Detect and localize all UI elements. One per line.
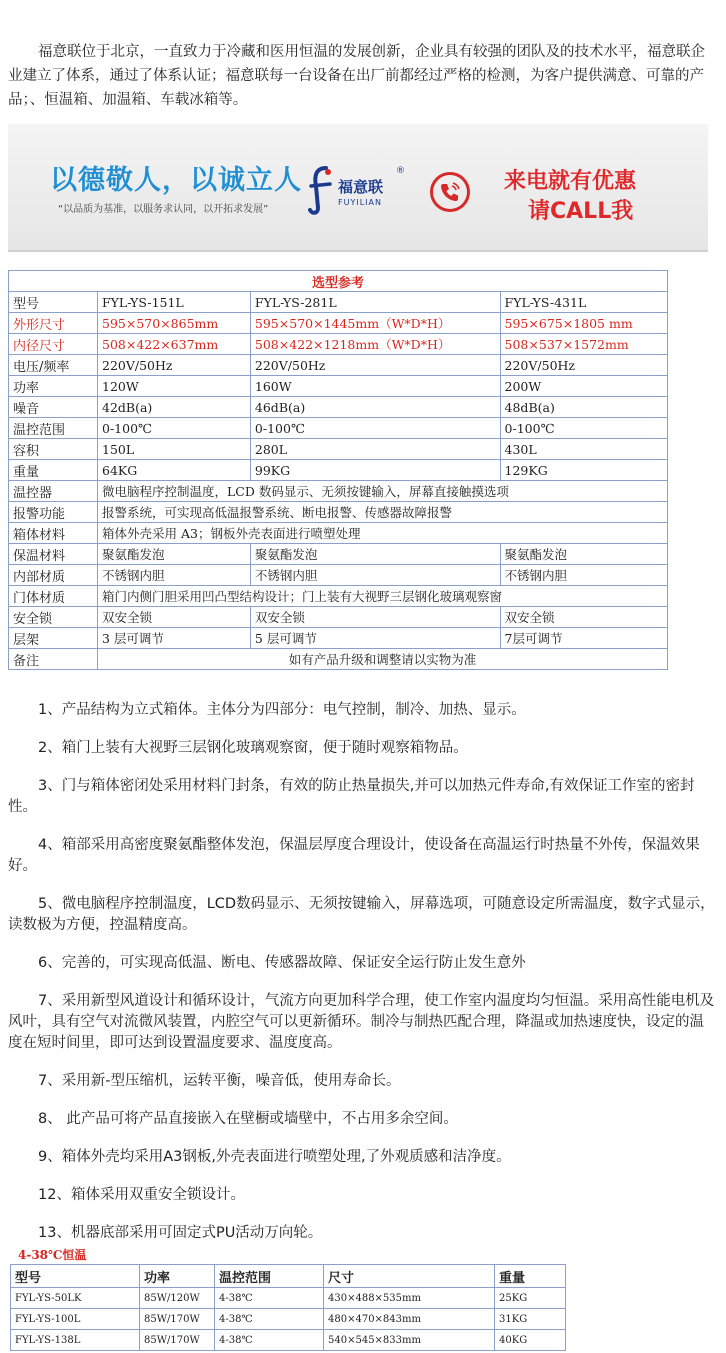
feature-item: 7、采用新型风道设计和循环设计，气流方向更加科学合理，使工作室内温度均匀恒温。采用高性能电机及风叶，具有空气对流微风装置，内腔空气可以更新循环。制冷与制热匹配合理，降温或加热速度快，设定的温度在短时间里，即可达到设置温度要求、温度度高。: [8, 993, 715, 1051]
row-label: 重量: [9, 460, 98, 481]
row-label: 容积: [9, 439, 98, 460]
cell: 0-100℃: [500, 418, 667, 439]
cell: 不锈钢内胆: [98, 565, 251, 586]
table-row: [9, 628, 668, 649]
feature-item: 2、箱门上装有大视野三层钢化玻璃观察窗，便于随时观察箱物品。: [38, 740, 468, 756]
cell: 99KG: [250, 460, 500, 481]
table2-title: 4-38℃恒温: [18, 1248, 87, 1262]
cell: 540×545×833mm: [324, 1330, 495, 1351]
table-row: [9, 418, 668, 439]
table-row: [9, 544, 668, 565]
cell: 220V/50Hz: [98, 355, 251, 376]
table-row: [9, 292, 668, 313]
table-row: [9, 334, 668, 355]
feature-item: 7、采用新-型压缩机，运转平衡，噪音低，使用寿命长。: [38, 1073, 401, 1089]
banner-slogan: 以德敬人，以诚立人: [50, 165, 302, 196]
row-label: 门体材质: [9, 586, 98, 607]
cell: 280L: [250, 439, 500, 460]
table-row: [11, 1330, 566, 1351]
merged-cell: 箱门内侧门胆采用凹凸型结构设计；门上装有大视野三层钢化玻璃观察窗: [98, 586, 668, 607]
promo-banner: [8, 124, 708, 252]
feature-item: 13、机器底部采用可固定式PU活动万向轮。: [38, 1225, 323, 1241]
cell: 508×537×1572mm: [500, 334, 667, 355]
cell: 聚氨酯发泡: [500, 544, 667, 565]
merged-cell: 微电脑程序控制温度，LCD 数码显示、无须按键输入，屏幕直接触摸选项: [98, 481, 668, 502]
cell: 42dB(a): [98, 397, 251, 418]
table-row: [9, 481, 668, 502]
cell: FYL-YS-138L: [11, 1330, 140, 1351]
cell: 7层可调节: [500, 628, 667, 649]
column-header: 重量: [495, 1265, 566, 1288]
spec-table: [8, 270, 668, 670]
table-row: [9, 565, 668, 586]
feature-item: 9、箱体外壳均采用A3钢板,外壳表面进行喷塑处理,了外观质感和洁净度。: [38, 1149, 511, 1165]
cell: 5 层可调节: [250, 628, 500, 649]
cell: 430L: [500, 439, 667, 460]
cell: 200W: [500, 376, 667, 397]
cell: 508×422×637mm: [98, 334, 251, 355]
cell: 64KG: [98, 460, 251, 481]
cell: 双安全锁: [500, 607, 667, 628]
cell: FYL-YS-100L: [11, 1309, 140, 1330]
banner-subslogan: “以品质为基准，以服务求认同，以开拓求发展”: [58, 204, 269, 215]
cell: 595×570×1445mm（W*D*H）: [250, 313, 500, 334]
column-header: 温控范围: [215, 1265, 324, 1288]
cell: 40KG: [495, 1330, 566, 1351]
table-row: [9, 523, 668, 544]
table-row: [9, 439, 668, 460]
cell: 3 层可调节: [98, 628, 251, 649]
cell: 不锈钢内胆: [250, 565, 500, 586]
cell: 0-100℃: [98, 418, 251, 439]
row-label: 型号: [9, 292, 98, 313]
spec-title: 选型参考: [9, 271, 668, 292]
cell: FYL-YS-431L: [500, 292, 667, 313]
row-label: 内径尺寸: [9, 334, 98, 355]
row-label: 报警功能: [9, 502, 98, 523]
cell: FYL-YS-50LK: [11, 1288, 140, 1309]
cell: FYL-YS-281L: [250, 292, 500, 313]
feature-item: 3、门与箱体密闭处采用材料门封条，有效的防止热量损失,并可以加热元件寿命,有效保证工作室的密封性。: [8, 778, 695, 815]
cell: 46dB(a): [250, 397, 500, 418]
cell: 双安全锁: [98, 607, 251, 628]
promo-line-2: 请CALL我: [528, 199, 634, 224]
column-header: 型号: [11, 1265, 140, 1288]
logo-name-en: FUYILIAN: [338, 198, 382, 207]
row-label: 层架: [9, 628, 98, 649]
feature-item: 8、 此产品可将产品直接嵌入在壁橱或墙壁中，不占用多余空间。: [38, 1111, 458, 1127]
cell: 聚氨酯发泡: [250, 544, 500, 565]
cell: FYL-YS-151L: [98, 292, 251, 313]
fuyilian-logo-icon: [308, 164, 334, 216]
row-label: 噪音: [9, 397, 98, 418]
cell: 25KG: [495, 1288, 566, 1309]
cell: 160W: [250, 376, 500, 397]
table-row: [9, 607, 668, 628]
cell: 220V/50Hz: [500, 355, 667, 376]
model-table: [10, 1264, 566, 1351]
table-header-row: [11, 1265, 566, 1288]
cell: 595×675×1805 mm: [500, 313, 667, 334]
cell: 430×488×535mm: [324, 1288, 495, 1309]
table-row: [9, 313, 668, 334]
feature-item: 6、完善的，可实现高低温、断电、传感器故障、保证安全运行防止发生意外: [38, 955, 526, 971]
row-label: 温控器: [9, 481, 98, 502]
table-row: [9, 502, 668, 523]
intro-paragraph: 福意联位于北京，一直致力于冷藏和医用恒温的发展创新，企业具有较强的团队及的技术水平，福意联企业建立了体系，通过了体系认证；福意联每一台设备在出厂前都经过严格的检测，为客户提供满意、可靠的产品；、恒温箱、加温箱、车载冰箱等。: [8, 44, 705, 108]
table-row: [9, 397, 668, 418]
merged-cell: 报警系统，可实现高低温报警系统、断电报警、传感器故障报警: [98, 502, 668, 523]
cell: 4-38℃: [215, 1330, 324, 1351]
cell: 120W: [98, 376, 251, 397]
cell: 480×470×843mm: [324, 1309, 495, 1330]
table-row: [9, 355, 668, 376]
cell: 595×570×865mm: [98, 313, 251, 334]
cell: 220V/50Hz: [250, 355, 500, 376]
cell: 48dB(a): [500, 397, 667, 418]
cell: 85W/170W: [140, 1309, 215, 1330]
intro-section: [8, 40, 718, 112]
feature-item: 4、箱部采用高密度聚氨酯整体发泡，保温层厚度合理设计，使设备在高温运行时热量不外传，保温效果好。: [8, 837, 700, 874]
table-row: [9, 586, 668, 607]
column-header: 尺寸: [324, 1265, 495, 1288]
row-label: 电压/频率: [9, 355, 98, 376]
row-label: 保温材料: [9, 544, 98, 565]
row-label: 备注: [9, 649, 98, 670]
cell: 129KG: [500, 460, 667, 481]
merged-cell: 箱体外壳采用 A3；钢板外壳表面进行喷塑处理: [98, 523, 668, 544]
cell: 85W/120W: [140, 1288, 215, 1309]
table-row: [11, 1309, 566, 1330]
column-header: 功率: [140, 1265, 215, 1288]
spec-title-row: [9, 271, 668, 292]
logo-name-cn: 福意联: [338, 178, 384, 196]
row-label: 安全锁: [9, 607, 98, 628]
cell: 聚氨酯发泡: [98, 544, 251, 565]
row-label: 功率: [9, 376, 98, 397]
merged-cell: 如有产品升级和调整请以实物为准: [98, 649, 668, 670]
cell: 4-38℃: [215, 1309, 324, 1330]
table-row: [11, 1288, 566, 1309]
cell: 508×422×1218mm（W*D*H）: [250, 334, 500, 355]
cell: 不锈钢内胆: [500, 565, 667, 586]
feature-list: [8, 700, 718, 1261]
table-row: [9, 376, 668, 397]
registered-mark: ®: [396, 166, 405, 176]
phone-icon: [430, 172, 470, 212]
cell: 31KG: [495, 1309, 566, 1330]
cell: 85W/170W: [140, 1330, 215, 1351]
cell: 双安全锁: [250, 607, 500, 628]
cell: 4-38℃: [215, 1288, 324, 1309]
table-row: [9, 649, 668, 670]
feature-item: 12、箱体采用双重安全锁设计。: [38, 1187, 245, 1203]
cell: 150L: [98, 439, 251, 460]
table-row: [9, 460, 668, 481]
row-label: 内部材质: [9, 565, 98, 586]
row-label: 温控范围: [9, 418, 98, 439]
row-label: 箱体材料: [9, 523, 98, 544]
row-label: 外形尺寸: [9, 313, 98, 334]
cell: 0-100℃: [250, 418, 500, 439]
feature-item: 5、微电脑程序控制温度，LCD数码显示、无须按键输入，屏幕选项，可随意设定所需温度，数字式显示，读数极为方便，控温精度高。: [8, 896, 715, 933]
feature-item: 1、产品结构为立式箱体。主体分为四部分：电气控制，制冷、加热、显示。: [38, 702, 526, 718]
promo-line-1: 来电就有优惠: [504, 169, 637, 194]
